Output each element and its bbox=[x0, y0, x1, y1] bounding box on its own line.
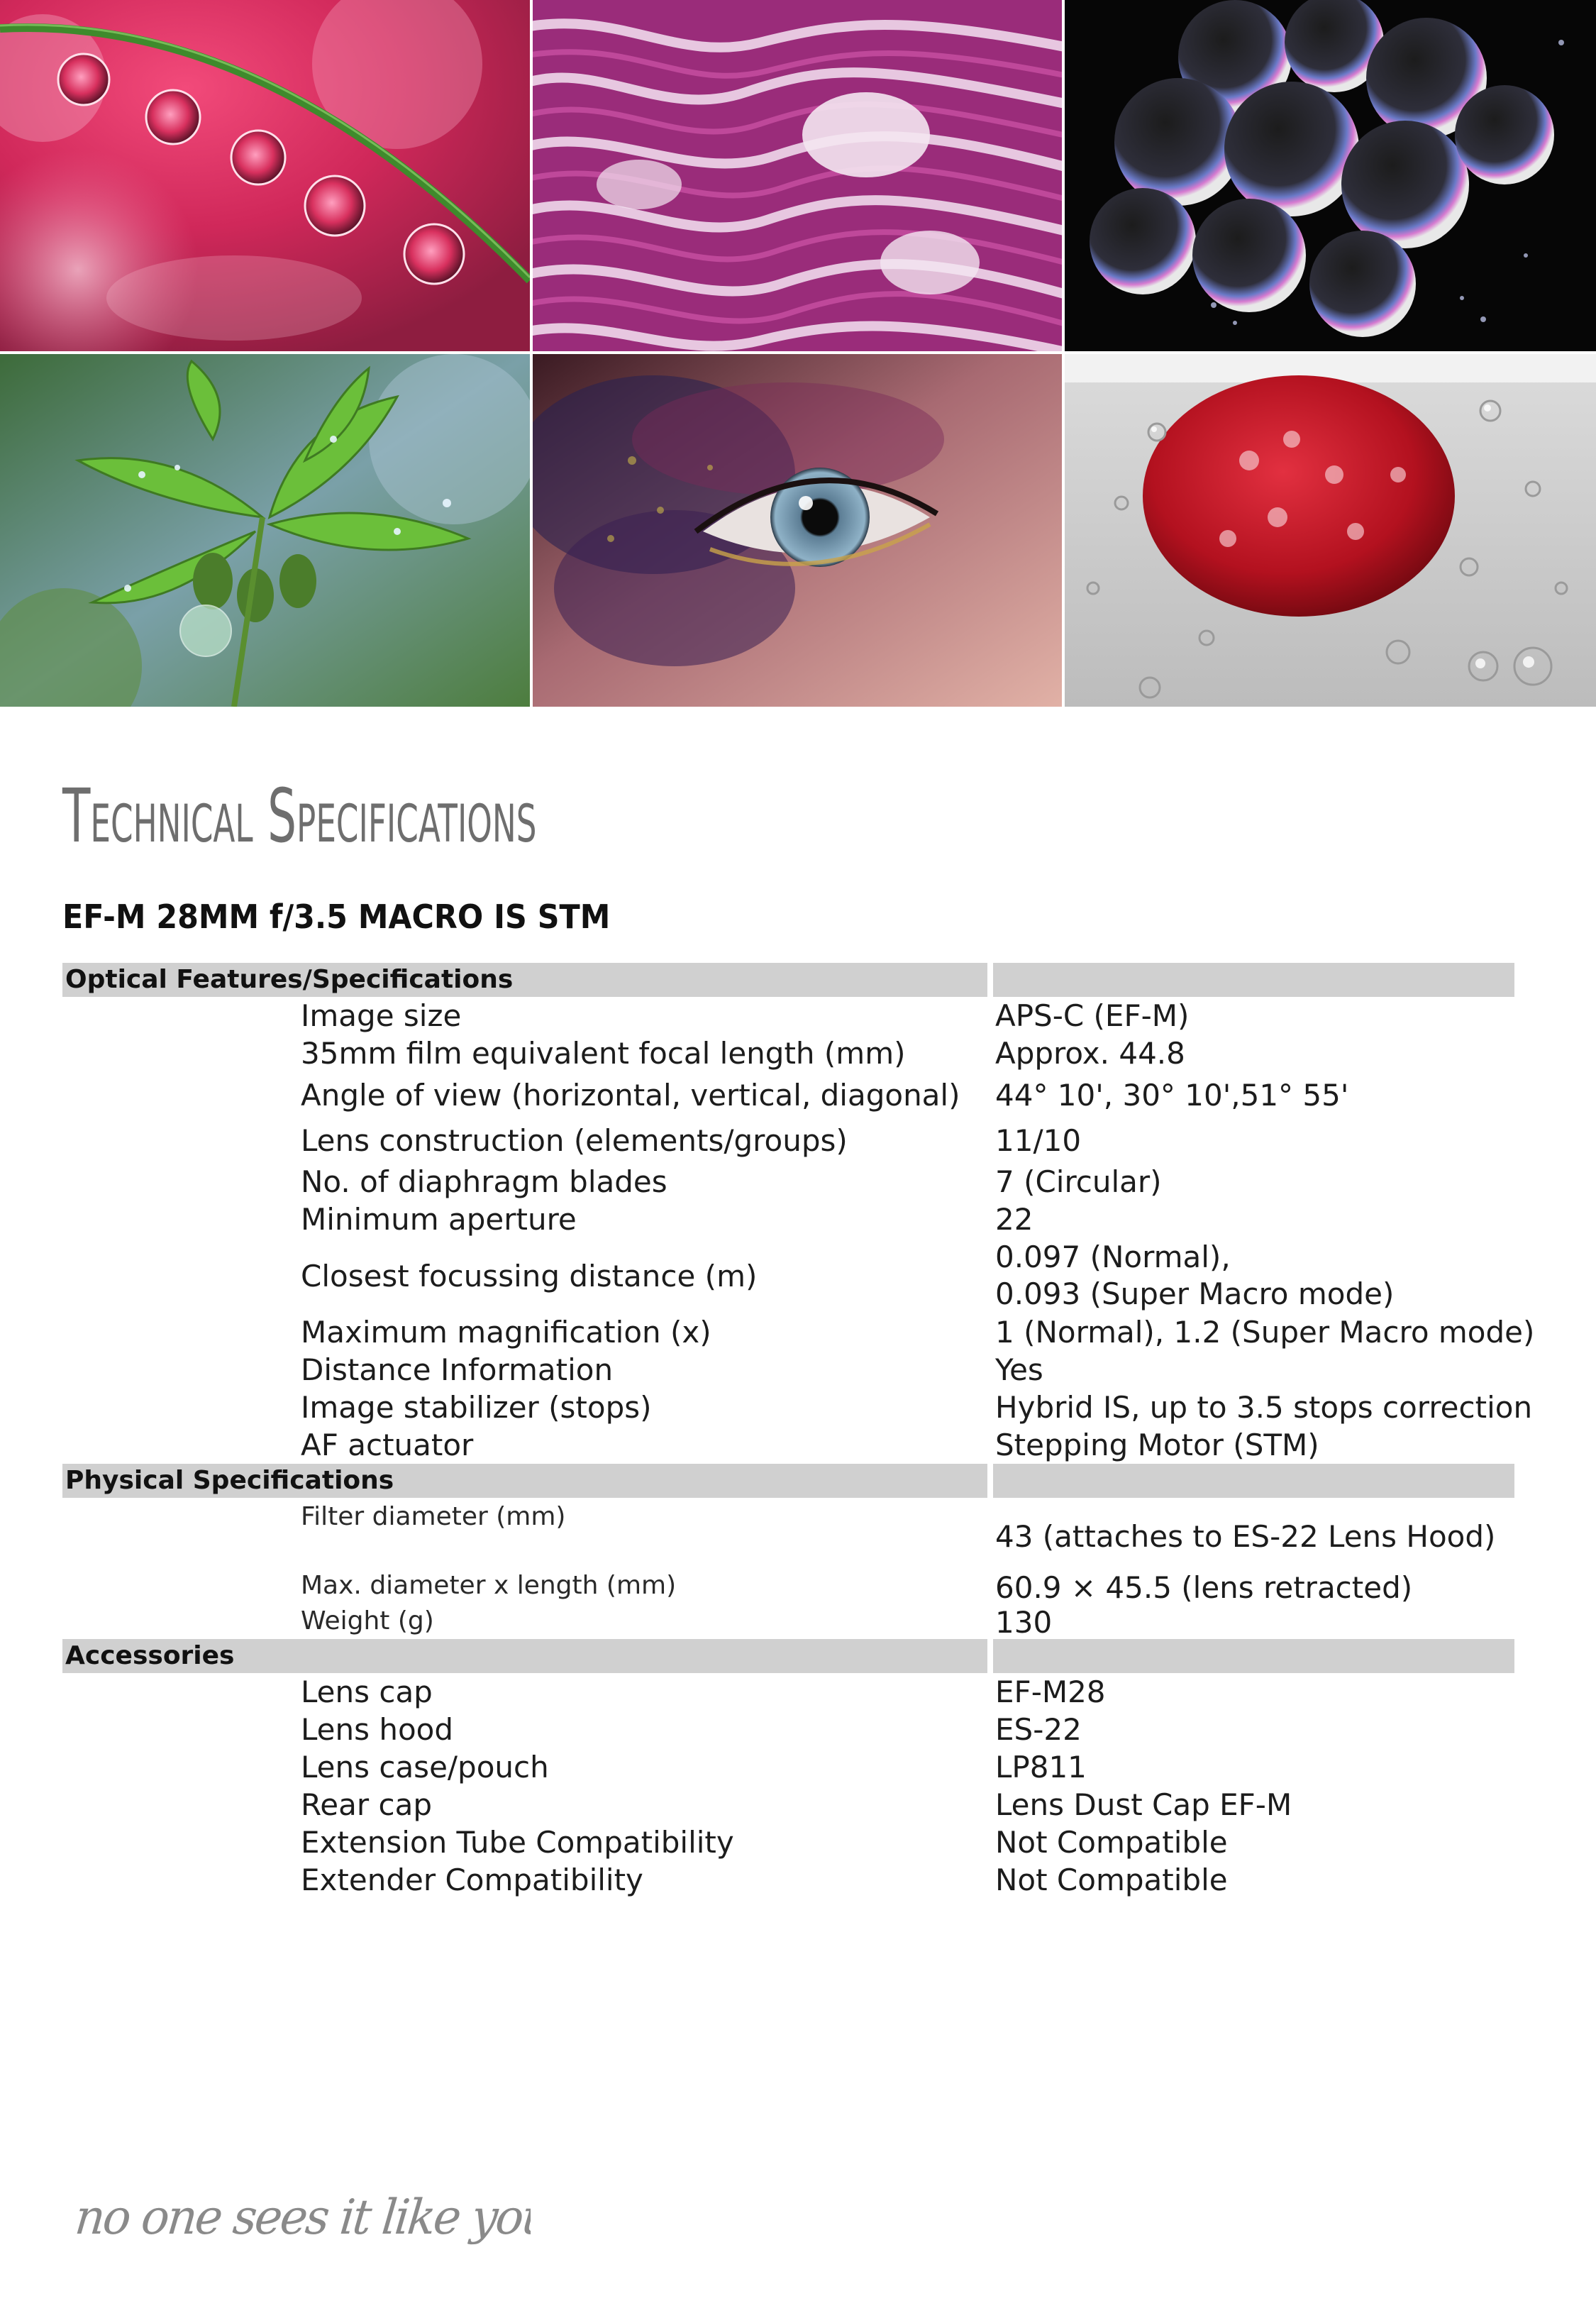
spec-row-image-stabilizer bbox=[62, 1389, 1533, 1426]
spec-value: 60.9 × 45.5 (lens retracted) bbox=[995, 1569, 1413, 1605]
spec-row-weight bbox=[62, 1605, 1514, 1639]
spec-label: No. of diaphragm blades bbox=[301, 1164, 667, 1199]
section-header-label: Optical Features/Specifications bbox=[65, 965, 514, 994]
spec-row-lens-hood bbox=[62, 1711, 1514, 1748]
spec-value: ES-22 bbox=[995, 1712, 1082, 1747]
spec-label: Distance Information bbox=[301, 1352, 614, 1387]
spec-value: APS-C (EF-M) bbox=[995, 998, 1190, 1033]
spec-value: LP811 bbox=[995, 1750, 1087, 1784]
spec-row-diaphragm-blades bbox=[62, 1163, 1514, 1201]
svg-text:no one sees it like you: no one sees it like you bbox=[77, 2188, 531, 2246]
spec-value: 11/10 bbox=[995, 1122, 1082, 1158]
red-cabbage-photo bbox=[533, 0, 1062, 351]
photo-painted-eye bbox=[533, 354, 1062, 707]
section-header-accessories bbox=[62, 1639, 1514, 1673]
header-divider bbox=[987, 963, 993, 997]
photo-green-leaves-droplets bbox=[0, 354, 530, 707]
photo-grid bbox=[0, 0, 1596, 707]
spec-label: Lens cap bbox=[301, 1675, 433, 1709]
soap-bubbles-photo bbox=[1065, 0, 1596, 351]
spec-value: Not Compatible bbox=[995, 1825, 1228, 1860]
raspberry-in-water-photo bbox=[1065, 354, 1596, 707]
water-drops-on-stem-photo bbox=[0, 0, 530, 351]
spec-value: 130 bbox=[995, 1604, 1053, 1640]
spec-value-line: 0.093 (Super Macro mode) bbox=[995, 1276, 1395, 1311]
spec-label: Angle of view (horizontal, vertical, diagonal) bbox=[301, 1077, 960, 1113]
spec-value: 43 (attaches to ES-22 Lens Hood) bbox=[995, 1519, 1496, 1554]
photo-soap-bubbles bbox=[1065, 0, 1596, 351]
spec-label: Lens case/pouch bbox=[301, 1750, 549, 1784]
spec-row-filter-diameter bbox=[62, 1498, 1514, 1564]
spec-value bbox=[995, 1238, 1394, 1313]
spec-row-rear-cap bbox=[62, 1786, 1514, 1824]
spec-value: Hybrid IS, up to 3.5 stops correction bbox=[995, 1390, 1533, 1425]
photo-raspberry-bubbles bbox=[1065, 354, 1596, 707]
spec-label: Maximum magnification (x) bbox=[301, 1315, 711, 1350]
spec-row-minimum-aperture bbox=[62, 1201, 1514, 1238]
spec-row-image-size bbox=[62, 997, 1514, 1035]
spec-label: AF actuator bbox=[301, 1428, 474, 1462]
tagline bbox=[77, 2178, 531, 2271]
spec-label: Image size bbox=[301, 998, 462, 1033]
spec-row-distance-information bbox=[62, 1351, 1514, 1389]
spec-label: Rear cap bbox=[301, 1787, 432, 1822]
spec-row-lens-case bbox=[62, 1748, 1514, 1786]
spec-row-lens-construction bbox=[62, 1118, 1514, 1163]
spec-label: 35mm film equivalent focal length (mm) bbox=[301, 1036, 906, 1071]
spec-value: Stepping Motor (STM) bbox=[995, 1428, 1319, 1462]
spec-label: Weight (g) bbox=[301, 1606, 434, 1635]
spec-label: Lens hood bbox=[301, 1712, 454, 1747]
eye-photo bbox=[533, 354, 1062, 707]
green-leaves-photo bbox=[0, 354, 530, 707]
spec-value: 1 (Normal), 1.2 (Super Macro mode) bbox=[995, 1315, 1535, 1350]
spec-value: 44° 10', 30° 10',51° 55' bbox=[995, 1077, 1349, 1113]
spec-label: Closest focussing distance (m) bbox=[301, 1258, 758, 1293]
photo-red-cabbage bbox=[533, 0, 1062, 351]
spec-row-lens-cap bbox=[62, 1673, 1514, 1711]
header-divider bbox=[987, 1639, 993, 1673]
photo-water-drops-on-stem bbox=[0, 0, 530, 351]
spec-value: Not Compatible bbox=[995, 1863, 1228, 1897]
spec-label: Max. diameter x length (mm) bbox=[301, 1571, 677, 1600]
section-header-physical bbox=[62, 1464, 1514, 1498]
product-title: EF-M 28MM f/3.5 MACRO IS STM bbox=[62, 898, 611, 936]
spec-row-angle-of-view bbox=[62, 1072, 1514, 1118]
spec-label: Extension Tube Compatibility bbox=[301, 1825, 734, 1860]
tagline-lettering bbox=[77, 2178, 531, 2271]
spec-row-maximum-magnification bbox=[62, 1313, 1535, 1351]
spec-value: Approx. 44.8 bbox=[995, 1036, 1185, 1071]
spec-value: Yes bbox=[995, 1352, 1043, 1387]
spec-row-af-actuator bbox=[62, 1426, 1514, 1464]
spec-label: Image stabilizer (stops) bbox=[301, 1390, 652, 1425]
spec-row-equivalent-focal-length bbox=[62, 1035, 1514, 1072]
spec-value: Lens Dust Cap EF-M bbox=[995, 1787, 1292, 1822]
spec-value-line: 0.097 (Normal), bbox=[995, 1240, 1231, 1274]
spec-label: Filter diameter (mm) bbox=[301, 1502, 566, 1531]
section-header-label: Accessories bbox=[65, 1641, 235, 1670]
spec-value: EF-M28 bbox=[995, 1675, 1106, 1709]
spec-row-extender bbox=[62, 1861, 1514, 1899]
spec-table bbox=[62, 963, 1535, 1899]
section-title: Technical Specifications bbox=[62, 773, 537, 859]
spec-row-extension-tube bbox=[62, 1824, 1514, 1861]
spec-row-closest-focussing-distance bbox=[62, 1238, 1514, 1313]
section-header-label: Physical Specifications bbox=[65, 1466, 394, 1495]
spec-row-max-diameter-length bbox=[62, 1564, 1514, 1605]
header-divider bbox=[987, 1464, 993, 1498]
spec-value: 22 bbox=[995, 1202, 1033, 1237]
section-header-optical bbox=[62, 963, 1514, 997]
spec-label: Lens construction (elements/groups) bbox=[301, 1122, 848, 1158]
spec-value: 7 (Circular) bbox=[995, 1164, 1162, 1199]
spec-label: Extender Compatibility bbox=[301, 1863, 643, 1897]
spec-label: Minimum aperture bbox=[301, 1202, 577, 1237]
